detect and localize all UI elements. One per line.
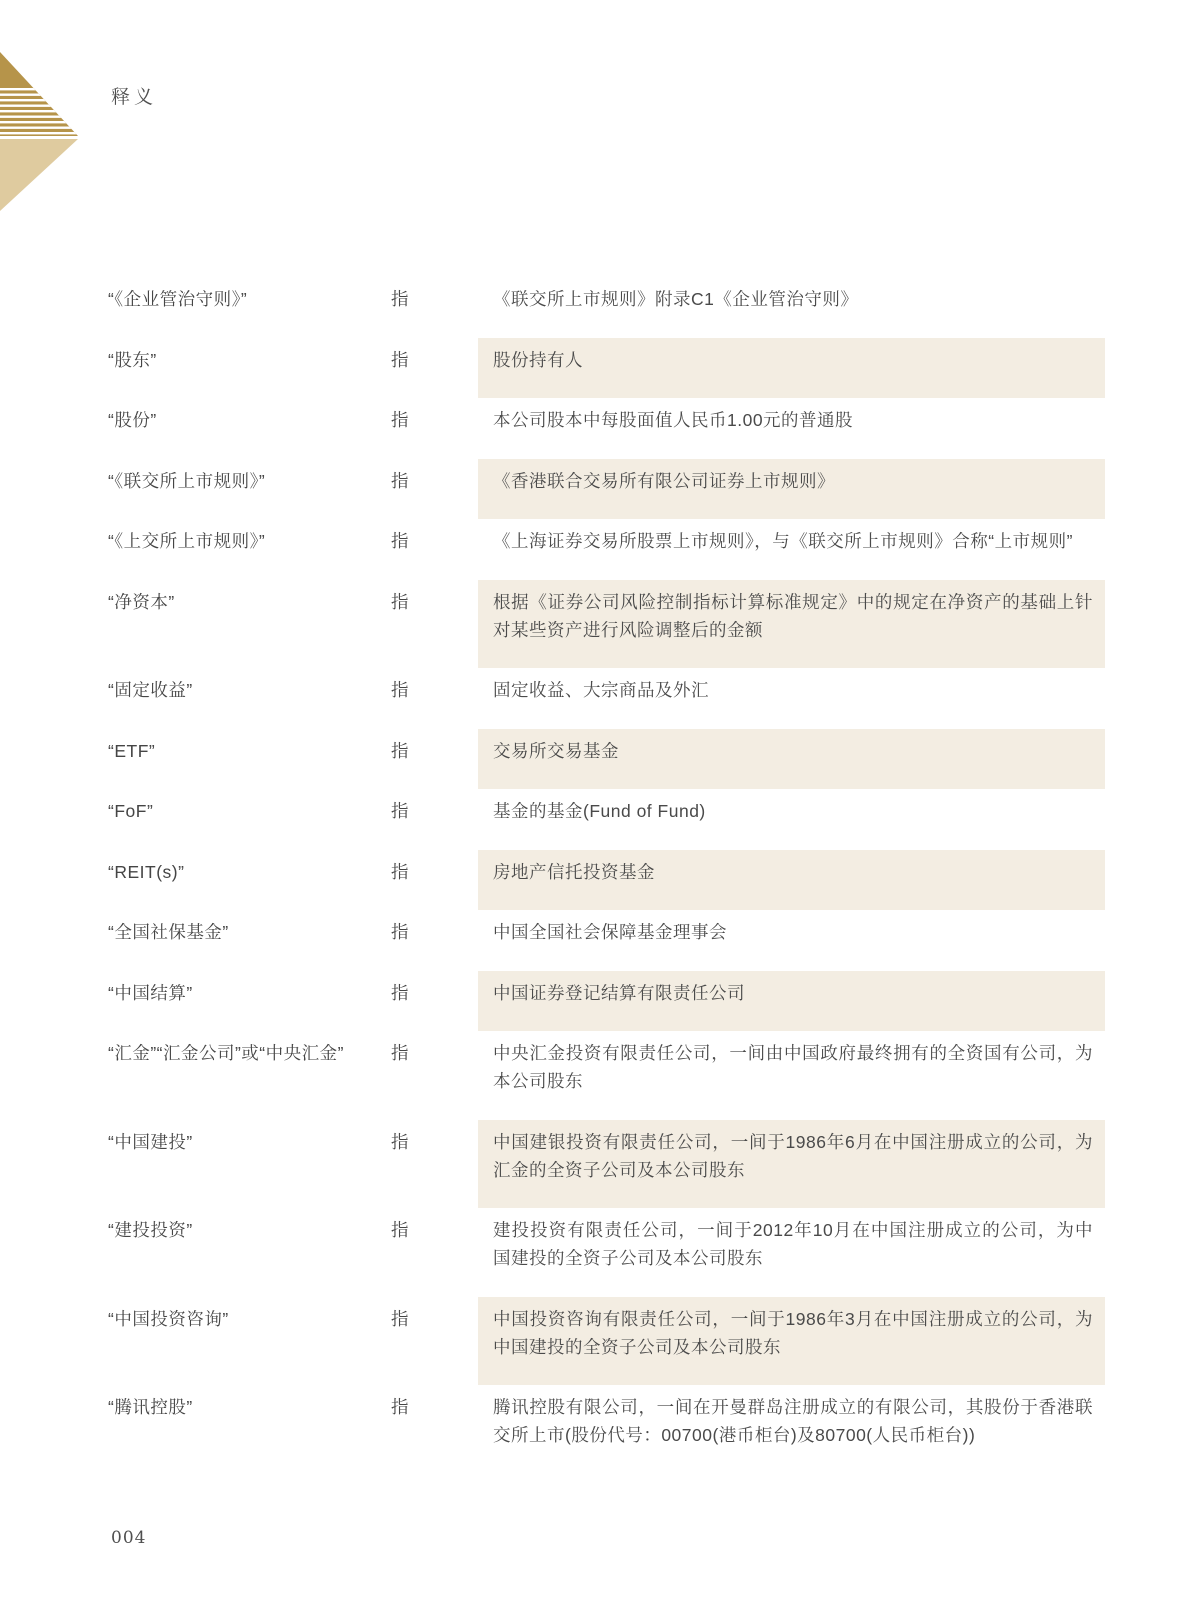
connector-cell: 指: [391, 1131, 409, 1152]
connector-cell: 指: [391, 861, 409, 882]
page-title: 释义: [111, 87, 158, 108]
definition-row: [108, 338, 1105, 399]
definition-cell: 中央汇金投资有限责任公司，一间由中国政府最终拥有的全资国有公司，为本公司股东: [493, 1043, 1093, 1091]
term-cell: “腾讯控股”: [108, 1397, 193, 1417]
term-cell: “建投投资”: [108, 1220, 193, 1240]
term-cell: “全国社保基金”: [108, 922, 229, 942]
term-cell: “FoF”: [108, 801, 154, 821]
definition-cell: 本公司股本中每股面值人民币1.00元的普通股: [493, 410, 854, 430]
page-number: 004: [111, 1528, 147, 1548]
definition-row: [108, 459, 1105, 520]
term-cell: “股东”: [108, 349, 157, 370]
definition-cell: 中国建银投资有限责任公司，一间于1986年6月在中国注册成立的公司，为汇金的全资子公司及本公司股东: [478, 1120, 1105, 1209]
definition-row: [108, 1120, 1105, 1209]
connector-cell: 指: [391, 1043, 409, 1063]
term-cell: “汇金”“汇金公司”或“中央汇金”: [108, 1043, 344, 1063]
definition-row: [108, 850, 1105, 911]
definition-row: [108, 1385, 1105, 1474]
term-cell: “中国结算”: [108, 982, 193, 1003]
connector-cell: 指: [391, 410, 409, 430]
gold-triangle-stripes: [0, 88, 80, 134]
connector-cell: 指: [391, 1308, 409, 1329]
definition-row: [108, 789, 1105, 850]
term-cell: “固定收益”: [108, 680, 193, 700]
definition-cell: 《香港联合交易所有限公司证券上市规则》: [478, 459, 1105, 520]
definition-row: [108, 971, 1105, 1032]
definition-cell: 建投投资有限责任公司，一间于2012年10月在中国注册成立的公司，为中国建投的全资子公司及本公司股东: [493, 1220, 1093, 1268]
definition-cell: 房地产信托投资基金: [478, 850, 1105, 911]
definition-row: [108, 277, 1105, 338]
tan-triangle: [0, 139, 78, 211]
definition-cell: 《上海证券交易所股票上市规则》，与《联交所上市规则》合称“上市规则”: [493, 531, 1073, 551]
term-cell: “中国投资咨询”: [108, 1308, 229, 1329]
definition-row: [108, 910, 1105, 971]
connector-cell: 指: [391, 801, 409, 821]
connector-cell: 指: [391, 289, 409, 309]
definition-row: [108, 398, 1105, 459]
definition-cell: 交易所交易基金: [478, 729, 1105, 790]
connector-cell: 指: [391, 531, 409, 551]
connector-cell: 指: [391, 1397, 409, 1417]
definition-row: [108, 519, 1105, 580]
connector-cell: 指: [391, 922, 409, 942]
definition-cell: 中国全国社会保障基金理事会: [493, 922, 727, 942]
definition-cell: 腾讯控股有限公司，一间在开曼群岛注册成立的有限公司，其股份于香港联交所上市(股份代号：00700(港币柜台)及80700(人民币柜台)): [493, 1397, 1093, 1445]
term-cell: “《上交所上市规则》”: [108, 531, 266, 551]
connector-cell: 指: [391, 740, 409, 761]
definition-row: [108, 1031, 1105, 1120]
definition-row: [108, 1208, 1105, 1297]
definition-cell: 股份持有人: [478, 338, 1105, 399]
definition-cell: 中国投资咨询有限责任公司，一间于1986年3月在中国注册成立的公司，为中国建投的全资子公司及本公司股东: [478, 1297, 1105, 1386]
connector-cell: 指: [391, 591, 409, 612]
term-cell: “净资本”: [108, 591, 175, 612]
connector-cell: 指: [391, 982, 409, 1003]
term-cell: “中国建投”: [108, 1131, 193, 1152]
definition-row: [108, 1297, 1105, 1386]
term-cell: “ETF”: [108, 740, 156, 761]
connector-cell: 指: [391, 470, 409, 491]
corner-triangle-decoration: [0, 52, 80, 212]
definition-cell: 根据《证券公司风险控制指标计算标准规定》中的规定在净资产的基础上针对某些资产进行风险调整后的金额: [478, 580, 1105, 669]
term-cell: “股份”: [108, 410, 157, 430]
definition-row: [108, 668, 1105, 729]
connector-cell: 指: [391, 680, 409, 700]
connector-cell: 指: [391, 349, 409, 370]
definition-cell: 中国证券登记结算有限责任公司: [478, 971, 1105, 1032]
term-cell: “REIT(s)”: [108, 861, 185, 882]
term-cell: “《企业管治守则》”: [108, 289, 248, 309]
definitions-table: [108, 277, 1105, 1474]
definition-cell: 固定收益、大宗商品及外汇: [493, 680, 709, 700]
definition-cell: 《联交所上市规则》附录C1《企业管治守则》: [493, 289, 859, 309]
definition-row: [108, 729, 1105, 790]
definition-cell: 基金的基金(Fund of Fund): [493, 801, 706, 821]
definition-row: [108, 580, 1105, 669]
connector-cell: 指: [391, 1220, 409, 1240]
term-cell: “《联交所上市规则》”: [108, 470, 266, 491]
